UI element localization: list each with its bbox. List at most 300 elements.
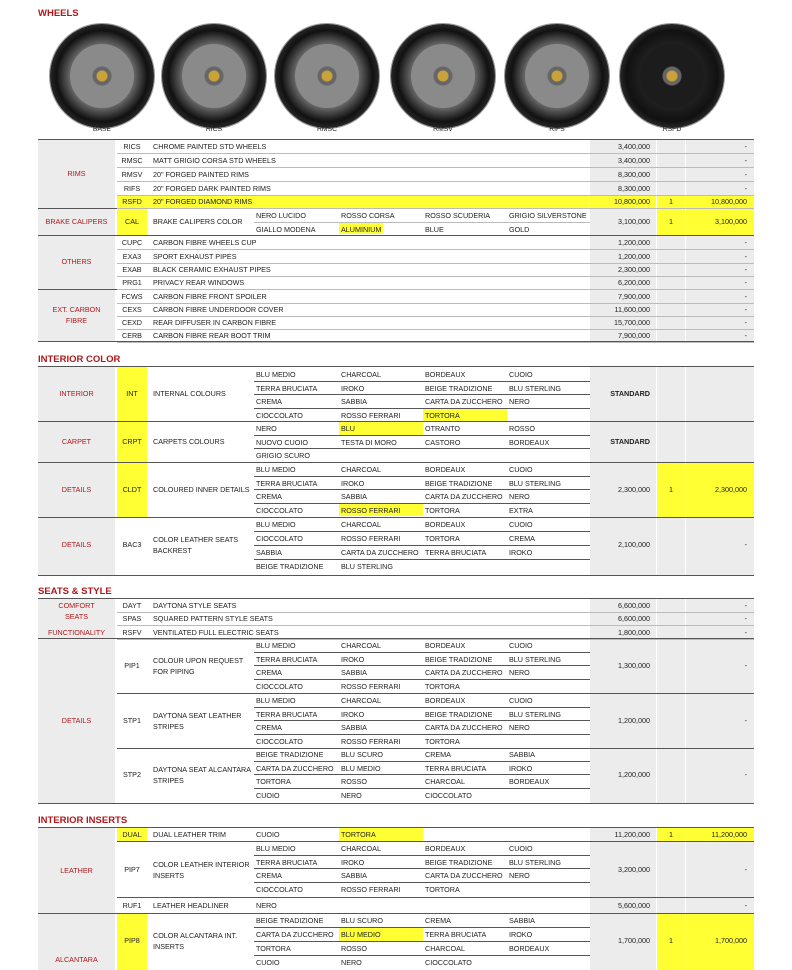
- color-option[interactable]: TERRA BRUCIATA: [425, 763, 487, 773]
- wheel-label: RSFD: [662, 126, 682, 133]
- row-divider: [254, 503, 590, 504]
- color-option[interactable]: CREMA: [256, 397, 282, 406]
- option-total: -: [744, 331, 747, 340]
- color-option[interactable]: NERO: [256, 424, 277, 433]
- details-desc: COLOURED INNER DETAILS: [153, 485, 250, 494]
- row-divider: [117, 167, 754, 168]
- color-option[interactable]: IROKO: [341, 709, 365, 719]
- row-divider: [117, 208, 754, 209]
- row-divider: [117, 342, 754, 343]
- color-option[interactable]: CUOIO: [256, 958, 280, 967]
- color-option[interactable]: ALUMINIUM: [341, 225, 382, 234]
- pip1-desc: COLOUR UPON REQUEST: [153, 656, 244, 665]
- color-option[interactable]: NERO: [509, 871, 530, 880]
- color-option[interactable]: BLU MEDIO: [341, 930, 381, 939]
- color-option[interactable]: BLU STERLING: [509, 857, 561, 867]
- color-option[interactable]: SABBIA: [341, 723, 367, 732]
- color-option[interactable]: TORTORA: [425, 681, 460, 691]
- option-price: 15,700,000: [614, 318, 650, 327]
- row-divider: [254, 665, 590, 666]
- color-option[interactable]: BLU SCURO: [341, 750, 383, 759]
- backrest-desc: COLOR LEATHER SEATS: [153, 535, 239, 544]
- category-details: DETAILS: [61, 716, 92, 725]
- backrest-code: BAC3: [122, 540, 142, 549]
- qty-column-bg: [657, 599, 685, 803]
- color-option[interactable]: SABBIA: [256, 548, 282, 557]
- row-divider: [254, 408, 590, 409]
- option-total: -: [744, 142, 747, 151]
- carpet-price: STANDARD: [610, 437, 650, 446]
- option-code: RICS: [123, 142, 141, 151]
- option-code: RIFS: [123, 184, 141, 193]
- option-code: SPAS: [122, 614, 142, 623]
- row-divider: [254, 941, 590, 942]
- interior-price: STANDARD: [610, 389, 650, 398]
- color-option[interactable]: BORDEAUX: [509, 777, 550, 786]
- stp2-code: STP2: [123, 770, 141, 779]
- color-option[interactable]: CREMA: [256, 492, 282, 501]
- color-option[interactable]: CREMA: [425, 750, 451, 759]
- dual-code: DUAL: [122, 830, 142, 839]
- color-option[interactable]: CHARCOAL: [425, 777, 465, 786]
- color-option[interactable]: BORDEAUX: [425, 520, 466, 529]
- category-carpet: CARPET: [61, 437, 92, 446]
- category-ext-carbon: EXT. CARBON: [52, 305, 101, 314]
- color-option[interactable]: BLU MEDIO: [256, 696, 296, 705]
- option-desc: 20" FORGED PAINTED RIMS: [153, 170, 249, 179]
- row-divider: [254, 489, 590, 490]
- row-divider: [117, 153, 754, 154]
- color-option[interactable]: CARTA DA ZUCCHERO: [256, 763, 334, 773]
- option-price: 6,600,000: [618, 614, 650, 623]
- stp1-price: 1,200,000: [618, 716, 650, 725]
- category-column-bg: [38, 828, 115, 970]
- color-option[interactable]: CHARCOAL: [425, 944, 465, 953]
- color-option[interactable]: CARTA DA ZUCCHERO: [425, 668, 503, 677]
- option-desc: MATT GRIGIO CORSA STD WHEELS: [153, 156, 276, 165]
- option-total: -: [744, 318, 747, 327]
- color-option[interactable]: OTRANTO: [425, 424, 461, 433]
- row-divider: [254, 679, 590, 680]
- section-title-wheels: WHEELS: [38, 8, 79, 19]
- option-total: -: [744, 614, 747, 623]
- color-option[interactable]: GOLD: [509, 225, 530, 234]
- option-desc: CARBON FIBRE REAR BOOT TRIM: [153, 331, 271, 340]
- color-option[interactable]: CARTA DA ZUCCHERO: [425, 397, 503, 406]
- color-option[interactable]: BEIGE TRADIZIONE: [425, 709, 493, 719]
- row-divider: [254, 381, 590, 382]
- color-option[interactable]: TORTORA: [256, 944, 291, 953]
- color-option[interactable]: CUOIO: [256, 790, 280, 800]
- option-price: 1,200,000: [618, 252, 650, 261]
- color-option[interactable]: IROKO: [509, 763, 533, 773]
- option-code: CUPC: [121, 238, 143, 247]
- color-option[interactable]: CIOCCOLATO: [256, 534, 303, 543]
- color-option[interactable]: GRIGIO SILVERSTONE: [509, 211, 587, 220]
- row-divider: [117, 276, 754, 277]
- color-option[interactable]: CASTORO: [425, 437, 461, 447]
- row-divider: [117, 249, 754, 250]
- color-option[interactable]: BLU SCURO: [341, 916, 383, 925]
- stp2-price: 1,200,000: [618, 770, 650, 779]
- color-option[interactable]: BORDEAUX: [509, 944, 550, 953]
- color-option[interactable]: ROSSO FERRARI: [341, 505, 401, 515]
- color-option[interactable]: BEIGE TRADIZIONE: [425, 478, 493, 488]
- color-option[interactable]: TORTORA: [425, 505, 460, 515]
- color-option[interactable]: EXTRA: [509, 505, 533, 515]
- color-option[interactable]: SABBIA: [341, 397, 367, 406]
- option-price: 3,400,000: [618, 156, 650, 165]
- color-option[interactable]: CREMA: [256, 668, 282, 677]
- color-option[interactable]: BEIGE TRADIZIONE: [425, 857, 493, 867]
- backrest-price: 2,100,000: [618, 540, 650, 549]
- color-option[interactable]: BLU STERLING: [509, 654, 561, 664]
- category-ext-carbon-2: FIBRE: [65, 316, 88, 325]
- brake-desc: BRAKE CALIPERS COLOR: [153, 217, 243, 226]
- stp2-desc: DAYTONA SEAT ALCANTARA: [153, 765, 251, 774]
- alcantara-qty: 1: [669, 936, 673, 945]
- option-desc: VENTILATED FULL ELECTRIC SEATS: [153, 628, 279, 637]
- color-option[interactable]: CARTA DA ZUCCHERO: [341, 548, 419, 557]
- color-option[interactable]: ROSSO: [341, 777, 367, 786]
- row-divider: [117, 329, 754, 330]
- color-option[interactable]: SABBIA: [509, 750, 535, 759]
- color-option[interactable]: BLU: [341, 424, 355, 433]
- option-desc: DAYTONA STYLE SEATS: [153, 601, 237, 610]
- brake-total: 3,100,000: [715, 217, 747, 226]
- color-option[interactable]: SABBIA: [341, 668, 367, 677]
- option-code: FCWS: [121, 292, 143, 301]
- row-divider: [254, 448, 590, 449]
- color-option[interactable]: CHARCOAL: [341, 844, 381, 853]
- option-code: CEXS: [122, 305, 142, 314]
- color-option[interactable]: CIOCCOLATO: [256, 410, 303, 420]
- ruf1-code: RUF1: [122, 901, 142, 910]
- row-divider: [254, 855, 590, 856]
- color-option[interactable]: BORDEAUX: [425, 696, 466, 705]
- category-details: DETAILS: [61, 540, 92, 549]
- color-option[interactable]: ROSSO: [509, 424, 535, 433]
- color-option[interactable]: CIOCCOLATO: [256, 884, 303, 894]
- color-option[interactable]: BLU MEDIO: [256, 641, 296, 650]
- color-option[interactable]: CARTA DA ZUCCHERO: [425, 871, 503, 880]
- row-divider: [254, 394, 590, 395]
- color-option[interactable]: NERO: [509, 668, 530, 677]
- option-price: 8,300,000: [618, 170, 650, 179]
- color-option[interactable]: BLU STERLING: [509, 383, 561, 393]
- color-option[interactable]: BEIGE TRADIZIONE: [425, 654, 493, 664]
- color-option[interactable]: CHARCOAL: [341, 465, 381, 474]
- color-option[interactable]: ROSSO FERRARI: [341, 681, 401, 691]
- color-option[interactable]: TORTORA: [256, 777, 291, 786]
- wheel-hub: [640, 44, 704, 108]
- color-option[interactable]: CIOCCOLATO: [256, 736, 303, 746]
- pip1-total: -: [744, 661, 747, 670]
- carpet-desc: CARPETS COLOURS: [153, 437, 225, 446]
- color-option[interactable]: SABBIA: [341, 492, 367, 501]
- row-divider: [117, 612, 754, 613]
- row-divider: [117, 639, 754, 640]
- alcantara-desc: COLOR ALCANTARA INT.: [153, 931, 238, 940]
- category-comfort-2: SEATS: [64, 612, 89, 621]
- row-divider: [117, 303, 754, 304]
- row-divider: [254, 774, 590, 775]
- color-option[interactable]: BEIGE TRADIZIONE: [256, 562, 324, 571]
- option-code: CEXD: [122, 318, 142, 327]
- option-total: 10,800,000: [711, 197, 747, 206]
- color-option[interactable]: ROSSO FERRARI: [341, 736, 401, 746]
- section-title-interior-inserts: INTERIOR INSERTS: [38, 815, 128, 826]
- stp2-total: -: [744, 770, 747, 779]
- color-option[interactable]: CHARCOAL: [341, 370, 381, 379]
- color-option[interactable]: CARTA DA ZUCCHERO: [425, 723, 503, 732]
- option-price: 7,900,000: [618, 292, 650, 301]
- color-option[interactable]: SABBIA: [341, 871, 367, 880]
- color-option[interactable]: BORDEAUX: [509, 437, 550, 447]
- row-divider: [117, 181, 754, 182]
- option-total: -: [744, 628, 747, 637]
- color-option[interactable]: BLU STERLING: [509, 478, 561, 488]
- color-option[interactable]: BLU MEDIO: [256, 520, 296, 529]
- category-comfort: COMFORT: [58, 601, 95, 610]
- row-divider: [254, 788, 590, 789]
- row-divider: [254, 955, 590, 956]
- alcantara-price: 1,700,000: [618, 936, 650, 945]
- color-option[interactable]: CHARCOAL: [341, 696, 381, 705]
- row-divider: [254, 652, 590, 653]
- color-option[interactable]: NUOVO CUOIO: [256, 437, 308, 447]
- color-option[interactable]: BLU STERLING: [509, 709, 561, 719]
- option-price: 1,200,000: [618, 238, 650, 247]
- color-option[interactable]: CREMA: [256, 871, 282, 880]
- color-option[interactable]: CIOCCOLATO: [425, 790, 472, 800]
- color-option[interactable]: TORTORA: [425, 410, 460, 420]
- pip7-desc-2: INSERTS: [153, 871, 185, 880]
- backrest-desc-2: BACKREST: [153, 546, 192, 555]
- color-option[interactable]: CUOIO: [509, 641, 533, 650]
- color-option[interactable]: BORDEAUX: [425, 370, 466, 379]
- color-option[interactable]: GIALLO MODENA: [256, 225, 316, 234]
- carpet-code: CRPT: [122, 437, 142, 446]
- brake-code: CAL: [125, 217, 139, 226]
- interior-code: INT: [126, 389, 138, 398]
- color-option[interactable]: GRIGIO SCURO: [256, 451, 310, 460]
- pip1-price: 1,300,000: [618, 661, 650, 670]
- color-option[interactable]: IROKO: [341, 857, 365, 867]
- color-option[interactable]: CHARCOAL: [341, 641, 381, 650]
- wheel-hub: [525, 44, 589, 108]
- wheel-label: RMSV: [433, 126, 453, 133]
- dual-option-1[interactable]: CUOIO: [256, 830, 280, 839]
- color-option[interactable]: CARTA DA ZUCCHERO: [425, 492, 503, 501]
- color-option[interactable]: CIOCCOLATO: [256, 681, 303, 691]
- pip1-code: PIP1: [124, 661, 140, 670]
- option-code: CERB: [122, 331, 142, 340]
- color-option[interactable]: TERRA BRUCIATA: [256, 709, 318, 719]
- row-divider: [254, 734, 590, 735]
- stp1-desc-2: STRIPES: [153, 722, 184, 731]
- row-divider: [117, 289, 754, 290]
- row-divider: [254, 868, 590, 869]
- option-code: DAYT: [122, 601, 142, 610]
- color-option[interactable]: BLU MEDIO: [256, 465, 296, 474]
- dual-qty: 1: [669, 830, 673, 839]
- color-option[interactable]: CARTA DA ZUCCHERO: [256, 930, 334, 939]
- category-interior: INTERIOR: [59, 389, 94, 398]
- option-total: -: [744, 184, 747, 193]
- dual-option-2[interactable]: TORTORA: [341, 830, 376, 839]
- pip1-desc-2: FOR PIPING: [153, 667, 195, 676]
- wheel-label: RMSC: [316, 126, 337, 133]
- option-price: 2,300,000: [618, 265, 650, 274]
- color-option[interactable]: NERO: [341, 958, 362, 967]
- divider: [117, 841, 754, 842]
- option-price: 10,800,000: [614, 197, 650, 206]
- category-rims: RIMS: [67, 169, 86, 178]
- color-option[interactable]: TERRA BRUCIATA: [256, 654, 318, 664]
- color-option[interactable]: ROSSO: [341, 944, 367, 953]
- color-option[interactable]: BEIGE TRADIZIONE: [256, 916, 324, 925]
- row-divider: [254, 882, 590, 883]
- color-option[interactable]: CUOIO: [509, 696, 533, 705]
- option-price: 6,200,000: [618, 278, 650, 287]
- color-option[interactable]: IROKO: [341, 654, 365, 664]
- color-option[interactable]: CREMA: [509, 534, 535, 543]
- color-option[interactable]: CUOIO: [509, 520, 533, 529]
- color-option[interactable]: CUOIO: [509, 465, 533, 474]
- alcantara-desc-2: INSERTS: [153, 942, 185, 951]
- row-divider: [254, 435, 590, 436]
- color-option[interactable]: TERRA BRUCIATA: [256, 857, 318, 867]
- color-option[interactable]: BEIGE TRADIZIONE: [256, 750, 324, 759]
- details-code: CLDT: [122, 485, 142, 494]
- color-option[interactable]: TERRA BRUCIATA: [425, 930, 487, 939]
- option-total: -: [744, 156, 747, 165]
- option-price: 7,900,000: [618, 331, 650, 340]
- brake-price: 3,100,000: [618, 217, 650, 226]
- price-column-bg: [590, 828, 656, 970]
- color-option[interactable]: NERO: [509, 397, 530, 406]
- color-option[interactable]: BORDEAUX: [425, 844, 466, 853]
- color-option[interactable]: IROKO: [341, 478, 365, 488]
- color-option[interactable]: ROSSO CORSA: [341, 211, 395, 220]
- option-desc: PRIVACY REAR WINDOWS: [153, 278, 245, 287]
- color-option[interactable]: ROSSO SCUDERIA: [425, 211, 491, 220]
- row-divider: [254, 476, 590, 477]
- color-option[interactable]: NERO: [509, 492, 530, 501]
- category-functionality: FUNCTIONALITY: [47, 628, 106, 637]
- color-option[interactable]: CREMA: [256, 723, 282, 732]
- dual-price: 11,200,000: [614, 830, 650, 839]
- row-divider: [254, 720, 590, 721]
- color-option[interactable]: CIOCCOLATO: [256, 505, 303, 515]
- color-option[interactable]: SABBIA: [509, 916, 535, 925]
- row-divider: [117, 195, 754, 196]
- wheel-label: RIFS: [549, 126, 565, 133]
- option-code: RSFD: [122, 197, 142, 206]
- option-total: -: [744, 170, 747, 179]
- option-code: RMSC: [121, 156, 143, 165]
- color-option[interactable]: IROKO: [341, 383, 365, 393]
- color-option[interactable]: BLU MEDIO: [256, 844, 296, 853]
- pip7-code: PIP7: [124, 865, 140, 874]
- pip7-desc: COLOR LEATHER INTERIOR: [153, 860, 250, 869]
- color-option[interactable]: ROSSO FERRARI: [341, 884, 401, 894]
- pip7-total: -: [744, 865, 747, 874]
- color-option[interactable]: TERRA BRUCIATA: [425, 548, 487, 557]
- option-total: -: [744, 252, 747, 261]
- option-price: 1,800,000: [618, 628, 650, 637]
- section-title-seats-style: SEATS & STYLE: [38, 586, 112, 597]
- color-option[interactable]: BLUE: [425, 225, 444, 234]
- option-desc: REAR DIFFUSER IN CARBON FIBRE: [153, 318, 276, 327]
- divider: [38, 517, 754, 518]
- color-option[interactable]: TORTORA: [425, 534, 460, 543]
- color-option[interactable]: NERO: [509, 723, 530, 732]
- color-option[interactable]: TERRA BRUCIATA: [256, 383, 318, 393]
- section-title-interior-color: INTERIOR COLOR: [38, 354, 121, 365]
- divider: [38, 575, 754, 576]
- color-option[interactable]: ROSSO FERRARI: [341, 410, 401, 420]
- wheel-hub: [70, 44, 134, 108]
- option-price: 3,400,000: [618, 142, 650, 151]
- color-option[interactable]: CIOCCOLATO: [425, 958, 472, 967]
- color-option[interactable]: BORDEAUX: [425, 465, 466, 474]
- rsfd-qty: 1: [669, 197, 673, 206]
- option-price: 6,600,000: [618, 601, 650, 610]
- color-option[interactable]: BORDEAUX: [425, 641, 466, 650]
- option-total: -: [744, 601, 747, 610]
- color-option[interactable]: BLU MEDIO: [256, 370, 296, 379]
- color-option[interactable]: ROSSO FERRARI: [341, 534, 401, 543]
- option-price: 8,300,000: [618, 184, 650, 193]
- color-option[interactable]: IROKO: [509, 930, 533, 939]
- color-option[interactable]: TORTORA: [425, 736, 460, 746]
- option-code: RMSV: [121, 170, 143, 179]
- color-option[interactable]: IROKO: [509, 548, 533, 557]
- dual-desc: DUAL LEATHER TRIM: [153, 830, 226, 839]
- stp1-desc: DAYTONA SEAT LEATHER: [153, 711, 242, 720]
- color-option[interactable]: CHARCOAL: [341, 520, 381, 529]
- wheel-label: BASE: [92, 126, 112, 133]
- color-option[interactable]: TORTORA: [425, 884, 460, 894]
- row-divider: [254, 761, 590, 762]
- color-option[interactable]: TESTA DI MORO: [341, 437, 397, 447]
- color-option[interactable]: BLU STERLING: [341, 562, 393, 571]
- option-total: -: [744, 278, 747, 287]
- option-desc: BLACK CERAMIC EXHAUST PIPES: [153, 265, 271, 274]
- divider: [38, 235, 754, 236]
- divider: [117, 693, 754, 694]
- stp1-total: -: [744, 716, 747, 725]
- ruf1-option[interactable]: NERO: [256, 901, 277, 910]
- category-others: OTHERS: [61, 257, 92, 266]
- color-option[interactable]: BLU MEDIO: [341, 763, 381, 773]
- color-option[interactable]: NERO: [341, 790, 362, 800]
- option-desc: SQUARED PATTERN STYLE SEATS: [153, 614, 273, 623]
- option-desc: 20" FORGED DARK PAINTED RIMS: [153, 184, 271, 193]
- color-option[interactable]: BEIGE TRADIZIONE: [425, 383, 493, 393]
- category-alcantara: ALCANTARA: [55, 955, 98, 964]
- row-divider: [254, 559, 590, 560]
- color-option[interactable]: CUOIO: [509, 844, 533, 853]
- color-option[interactable]: NERO LUCIDO: [256, 211, 306, 220]
- option-desc: 20" FORGED DIAMOND RIMS: [153, 197, 253, 206]
- divider: [38, 803, 754, 804]
- color-option[interactable]: CREMA: [425, 916, 451, 925]
- color-option[interactable]: CUOIO: [509, 370, 533, 379]
- color-option[interactable]: TERRA BRUCIATA: [256, 478, 318, 488]
